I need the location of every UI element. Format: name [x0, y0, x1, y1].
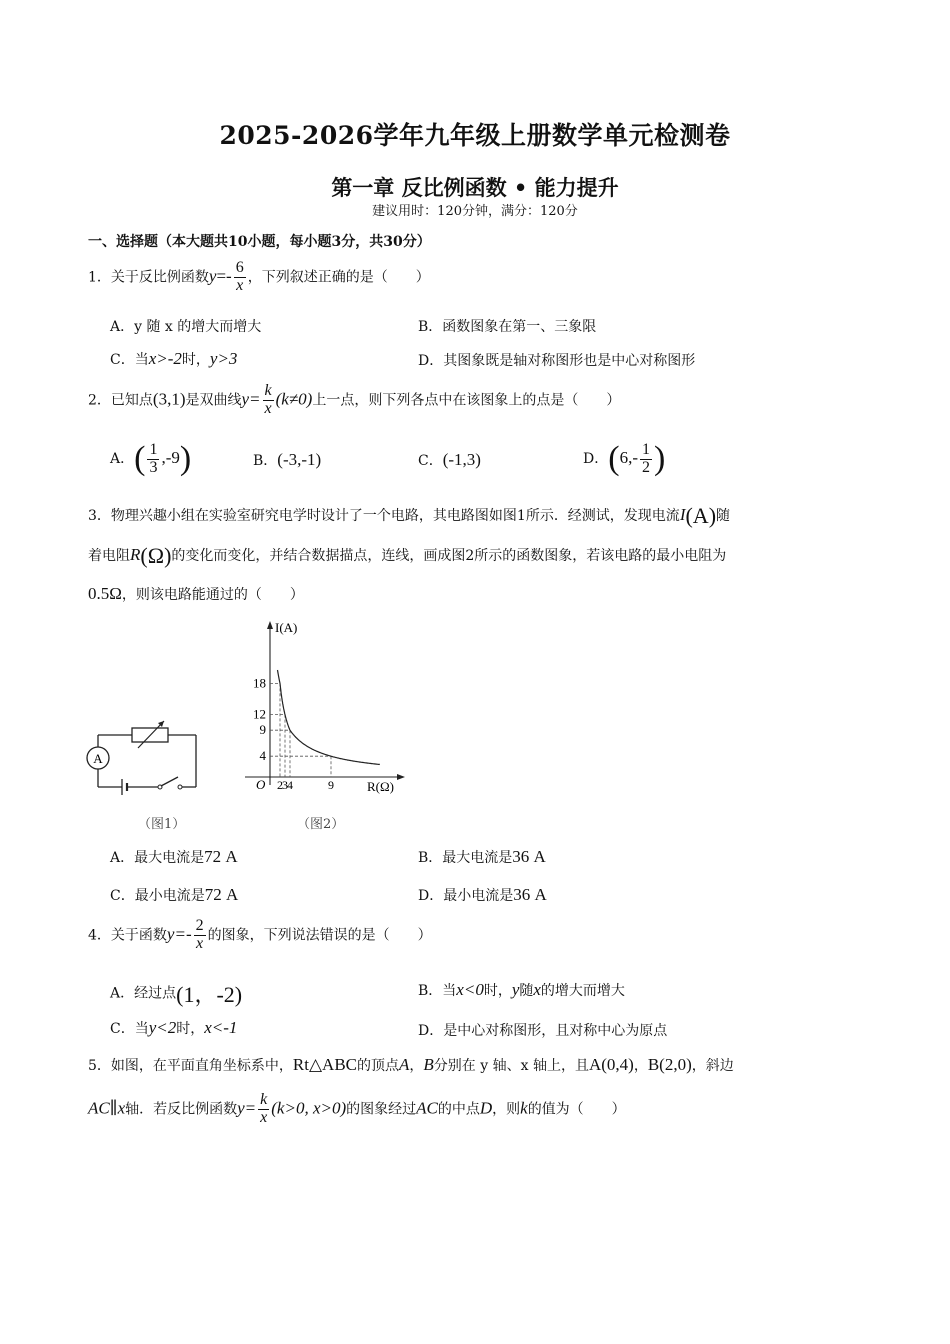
inverse-function-chart: [240, 615, 415, 800]
question-2: 2．已知点(3,1)是双曲线y= $\frac{k}{x}$ (k≠0)上一点，则下列各点中在该图象上的点是（ ）: [88, 382, 621, 417]
question-3-line-1: 3．物理兴趣小组在实验室研究电学时设计了一个电路，其电路图如图1所示．经测试，发现电流I(A)随: [88, 503, 731, 528]
ammeter-label: A: [93, 751, 103, 766]
x-axis-arrow: [397, 774, 405, 780]
q2-option-a: A．( $\frac{1}{3}$ ,-9): [110, 440, 192, 477]
q4-option-d: D．是中心对称图形，且对称中心为原点: [418, 1023, 668, 1039]
question-4: 4．关于函数y=- $\frac{2}{x}$ 的图象，下列说法错误的是（ ）: [88, 917, 432, 952]
y-tick-label: 4: [259, 748, 266, 764]
q3-option-c: C．最小电流是72 A: [110, 885, 239, 904]
question-3-line-3: 0.5Ω，则该电路能通过的（ ）: [88, 584, 304, 603]
q3-option-d: D．最小电流是36 A: [418, 885, 547, 904]
q3-option-a: A．最大电流是72 A: [110, 847, 238, 866]
switch-contact: [178, 785, 182, 789]
switch-lever: [161, 777, 178, 786]
exam-title: 2025-2026学年九年级上册数学单元检测卷: [219, 121, 731, 150]
x-tick-label: 4: [287, 778, 293, 792]
fraction: $\frac{6}{x}$: [235, 259, 244, 294]
q1-option-c: C．当x>-2时，y>3: [110, 349, 238, 368]
q4-option-a: A．经过点(1，-2): [110, 982, 243, 1007]
q2-option-c: C．(-1,3): [418, 450, 481, 469]
fraction: $\frac{k}{x}$: [264, 382, 272, 417]
section-heading: 一、选择题（本大题共10小题，每小题3分，共30分）: [88, 234, 431, 250]
q2-option-d: D．(6,- $\frac{1}{2}$ ): [583, 440, 666, 477]
x-tick-label: 2: [277, 778, 283, 792]
figure-1-caption: （图1）: [138, 817, 186, 832]
question-1: 1．关于反比例函数y=- $\frac{6}{x}$ ，下列叙述正确的是（ ）: [88, 259, 430, 294]
time-score-info: 建议用时：120分钟，满分：120分: [372, 204, 578, 219]
y-tick-label: 18: [253, 675, 266, 691]
q4-option-c: C．当y<2时，x<-1: [110, 1018, 238, 1037]
question-3-line-2: 着电阻R(Ω)的变化而变化，并结合数据描点，连线，画成图2所示的函数图象，若该电路的最小电阻为: [88, 543, 727, 568]
q1-option-b: B．函数图象在第一、三象限: [418, 319, 597, 335]
y-axis-label: I(A): [275, 620, 298, 635]
y-tick-label: 9: [259, 722, 266, 738]
figure-2-caption: （图2）: [297, 817, 345, 832]
q3-option-b: B．最大电流是36 A: [418, 847, 546, 866]
y-tick-label: 12: [253, 706, 266, 722]
x-tick-label: 3: [282, 778, 288, 792]
chapter-subtitle: 第一章 反比例函数 • 能力提升: [331, 176, 619, 200]
q2-option-b: B．(-3,-1): [253, 450, 322, 469]
origin-label: O: [256, 777, 266, 792]
inverse-curve: [278, 670, 380, 765]
question-5-line-1: 5．如图，在平面直角坐标系中，Rt△ABC的顶点A，B分别在 y 轴、x 轴上，且A(0,4)，B(2,0)，斜边: [88, 1055, 734, 1074]
x-tick-label: 9: [328, 778, 334, 792]
question-5-line-2: AC∥x轴．若反比例函数y= $\frac{k}{x}$ (k>0, x>0)的图象经过AC的中点D，则k的值为（ ）: [88, 1091, 626, 1126]
x-axis-label: R(Ω): [367, 779, 394, 794]
q1-option-a: A．y 随 x 的增大而增大: [110, 319, 262, 335]
q1-option-d: D．其图象既是轴对称图形也是中心对称图形: [418, 353, 696, 369]
circuit-diagram: [80, 715, 210, 800]
q4-option-b: B．当x<0时，y随x的增大而增大: [418, 980, 625, 999]
y-axis-arrow: [267, 621, 273, 629]
